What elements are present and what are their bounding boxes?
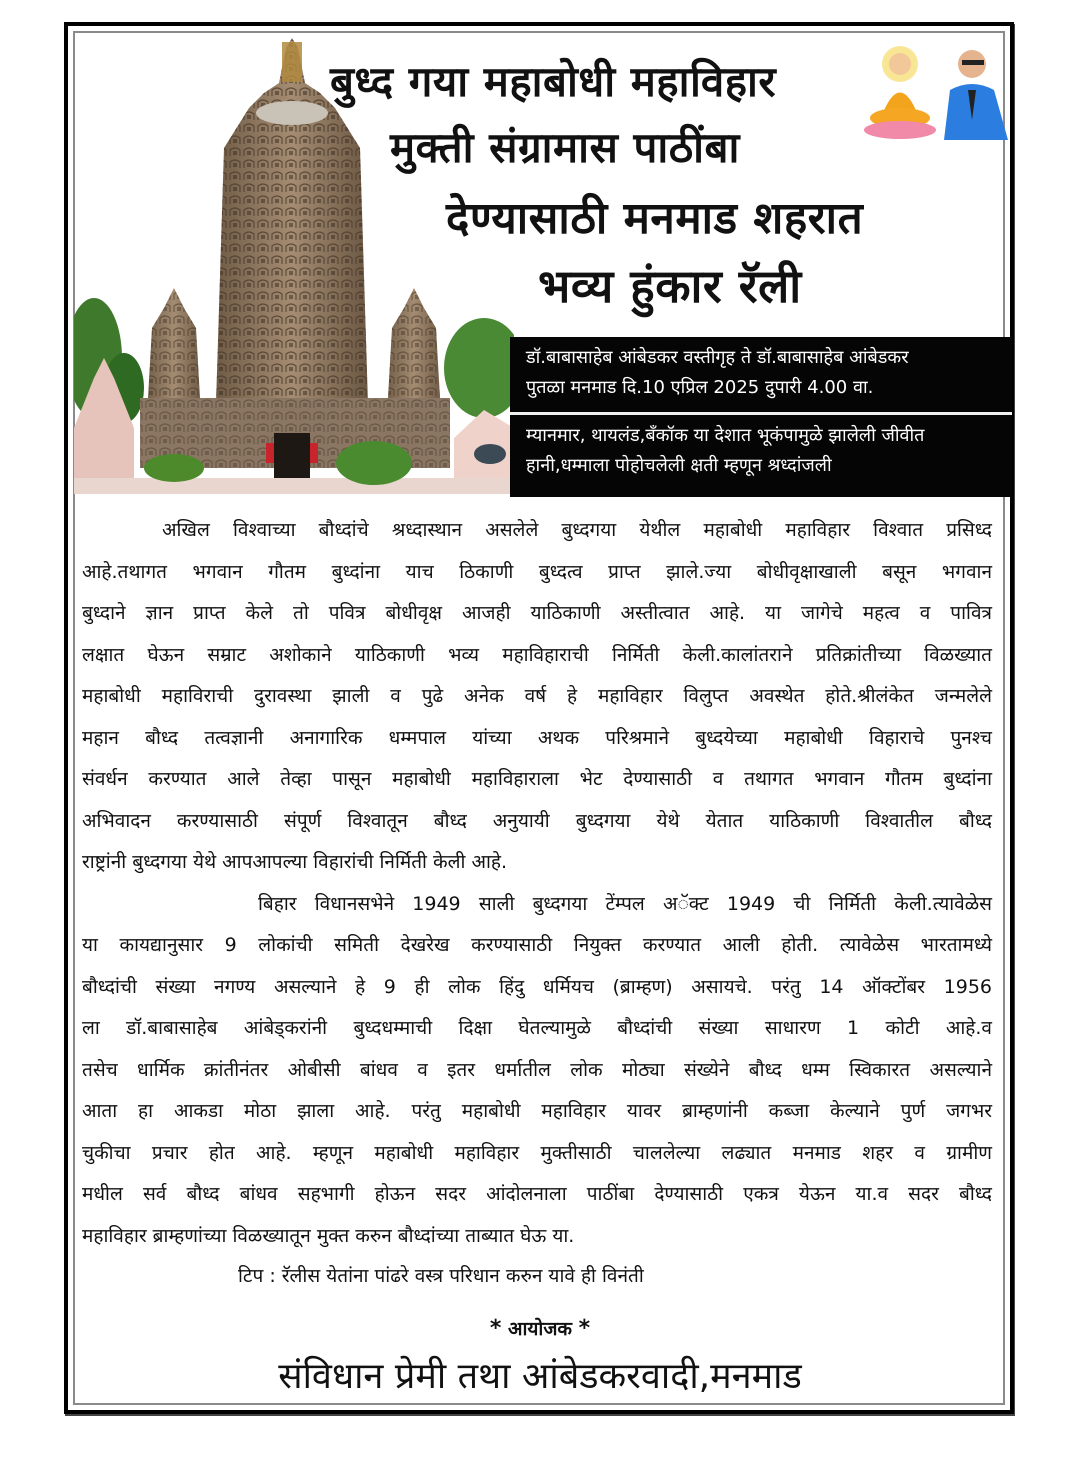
paragraph-line: अभिवादन करण्यासाठी संपूर्ण विश्वातून बौध्द अनुयायी बुध्दगया येथे येतात याठिकाणी विश्वातील बौध्द xyxy=(82,809,992,832)
paragraph-line: आता हा आकडा मोठा झाला आहे. परंतु महाबोधी महाविहार यावर ब्राम्हणांनी कब्जा केल्याने पुर्ण जगभर xyxy=(82,1100,992,1122)
tribute-line-1: म्यानमार, थायलंड,बँकॉक या देशात भूकंपामुळे झालेली जीवीत xyxy=(526,425,925,446)
ambedkar-portrait xyxy=(944,50,1008,140)
title-line-2: मुक्ती संग्रामास पाठींबा xyxy=(390,123,740,172)
paragraph-line: बिहार विधानसभेने 1949 साली बुध्दगया टेंम्पल अॅक्ट 1949 ची निर्मिती केली.त्यावेळेस xyxy=(258,892,992,915)
paragraph-line: आहे.तथागत भगवान गौतम बुध्दांना याच ठिकाणी बुध्दत्व प्राप्त झाले.ज्या बोधीवृक्षाखाली बसून भगवान xyxy=(82,560,992,583)
route-line-2: पुतळा मनमाड दि.10 एप्रिल 2025 दुपारी 4.00 वा. xyxy=(526,377,874,398)
paragraph-line: तसेच धार्मिक क्रांतीनंतर ओबीसी बांधव व इतर धर्मातील लोक मोठ्या संख्येने बौध्द धम्म स्विकारत असल्याने xyxy=(82,1058,992,1081)
organizer-label: आयोजक xyxy=(507,1318,573,1340)
paragraph-line: या कायद्यानुसार 9 लोकांची समिती देखरेख करण्यासाठी नियुक्त करण्यात आली होती. त्यावेळेस भारतामध्ये xyxy=(82,934,992,956)
organizer-heading xyxy=(0,1315,1080,1341)
paragraph-appeal xyxy=(82,884,992,1258)
event-info-box xyxy=(510,337,1012,497)
paragraph-line: बुध्दाने ज्ञान प्राप्त केले तो पवित्र बोधीवृक्ष आजही याठिकाणी अस्तीत्वात आहे. या जागेचे महत्व व पावित्र xyxy=(82,602,992,624)
paragraph-line: बौध्दांची संख्या नगण्य असल्याने हे 9 ही लोक हिंदु धर्मियच (ब्राम्हण) असायचे. परंतु 14 ऑक्टोंबर 1956 xyxy=(82,975,992,998)
paragraph-line: ला डॉ.बाबासाहेब आंबेड्करांनी बुध्दधम्माची दिक्षा घेतल्यामुळे बौध्दांची संख्या साधारण 1 कोटी आहे.व xyxy=(82,1017,992,1039)
title-line-4: भव्य हुंकार रॅली xyxy=(538,259,802,313)
organizer-name: संविधान प्रेमी तथा आंबेडकरवादी,मनमाड xyxy=(278,1356,802,1397)
paragraph-history xyxy=(82,510,992,884)
buddha-ambedkar-portraits xyxy=(862,40,1012,140)
body-text xyxy=(82,510,992,1257)
info-box-divider xyxy=(510,412,1012,415)
tree-right xyxy=(444,318,514,418)
tribute-line-2: हानी,धम्माला पोहोचलेली क्षती म्हणून श्रध्दांजली xyxy=(526,455,832,476)
paragraph-line: अखिल विश्वाच्या बौध्दांचे श्रध्दास्थान असलेले बुध्दगया येथील महाबोधी महाविहार विश्वात प्रसिध्द xyxy=(162,519,992,541)
paragraph-line: मधील सर्व बौध्द बांधव सहभागी होऊन सदर आंदोलनाला पाठींबा देण्यासाठी एकत्र येऊन या.व सदर बौध्द xyxy=(82,1183,992,1205)
route-line-1: डॉ.बाबासाहेब आंबेडकर वस्तीगृह ते डॉ.बाबासाहेब आंबेडकर xyxy=(526,347,909,368)
asterisk-icon: * xyxy=(578,1316,591,1341)
asterisk-icon: * xyxy=(489,1316,502,1341)
paragraph-line: महाविहार ब्राम्हणांच्या विळख्यातून मुक्त करुन बौध्दांच्या ताब्यात घेऊ या. xyxy=(82,1224,575,1247)
paragraph-line: राष्ट्रांनी बुध्दगया येथे आपआपल्या विहारांची निर्मिती केली आहे. xyxy=(82,851,507,873)
title-line-1: बुध्द गया महाबोधी महाविहार xyxy=(330,57,777,106)
buddha-portrait xyxy=(864,46,936,139)
paragraph-line: चुकीचा प्रचार होत आहे. म्हणून महाबोधी महाविहार मुक्तीसाठी चाललेल्या लढ्यात मनमाड शहर व ग्रामीण xyxy=(82,1141,992,1164)
paragraph-line: महान बौध्द तत्वज्ञानी अनागारिक धम्मपाल यांच्या अथक परिश्रमाने बुध्दयेच्या महाबोधी विहाराचे पुनश्च xyxy=(82,726,992,749)
dress-code-tip: टिप : रॅलीस येतांना पांढरे वस्त्र परिधान करुन यावे ही विनंती xyxy=(238,1265,644,1287)
paragraph-line: महाबोधी महाविराची दुरावस्था झाली व पुढे अनेक वर्ष हे महाविहार विलुप्त अवस्थेत होते.श्रीलंकेत जन्मलेले xyxy=(82,685,992,707)
paragraph-line: संवर्धन करण्यात आले तेव्हा पासून महाबोधी महाविहाराला भेट देण्यासाठी व तथागत भगवान गौतम बुध्दांना xyxy=(82,768,992,790)
title-line-3: देण्यासाठी मनमाड शहरात xyxy=(446,193,864,244)
paragraph-line: लक्षात घेऊन सम्राट अशोकाने याठिकाणी भव्य महाविहाराची निर्मिती केली.कालांतराने प्रतिक्रांतीच्या विळख्यात xyxy=(82,643,992,666)
